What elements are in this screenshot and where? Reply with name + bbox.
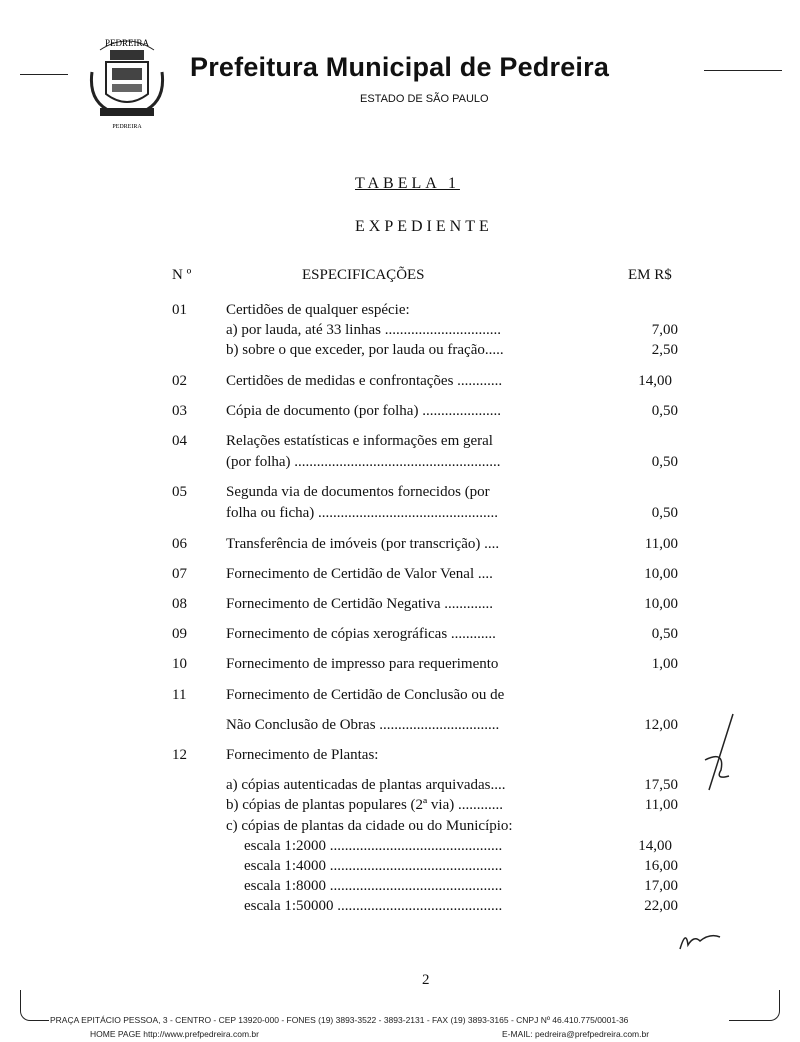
item-description: Fornecimento de Certidão de Conclusão ou de — [226, 687, 505, 703]
item-description: (por folha) ....................................................... — [226, 454, 501, 470]
item-number: 01 — [172, 302, 187, 318]
item-description: a) por lauda, até 33 linhas ............................... — [226, 322, 501, 338]
item-number: 11 — [172, 687, 187, 703]
item-description: Cópia de documento (por folha) ..................... — [226, 403, 501, 419]
item-value: 17,50 — [644, 777, 678, 793]
item-value: 0,50 — [651, 403, 678, 419]
item-value: 12,00 — [644, 717, 678, 733]
item-description: Transferência de imóveis (por transcrição) .... — [226, 536, 500, 552]
item-number: 10 — [172, 656, 187, 672]
item-value: 16,00 — [644, 858, 678, 874]
header-title: Prefeitura Municipal de Pedreira — [190, 52, 610, 82]
item-value: 11,00 — [644, 536, 678, 552]
footer-homepage[interactable]: HOME PAGE http://www.prefpedreira.com.br — [90, 1029, 259, 1039]
item-number: 12 — [172, 747, 187, 763]
column-header-spec: ESPECIFICAÇÕES — [302, 267, 425, 283]
item-description: escala 1:50000 ............................................ — [244, 898, 503, 914]
item-value: 2,50 — [651, 342, 678, 358]
item-number: 08 — [172, 596, 187, 612]
page-number: 2 — [422, 972, 430, 988]
column-header-number: N º — [172, 267, 192, 283]
item-value: 7,00 — [651, 322, 678, 338]
item-description: Fornecimento de Certidão de Valor Venal .... — [226, 566, 493, 582]
item-value: 0,50 — [651, 505, 678, 521]
svg-text:PEDREIRA: PEDREIRA — [112, 124, 142, 130]
item-description: Segunda via de documentos fornecidos (por — [226, 484, 490, 500]
signature-initials-bottom — [676, 925, 726, 955]
item-description: Não Conclusão de Obras ................................ — [226, 717, 500, 733]
item-value: 14,00 — [638, 373, 672, 389]
item-number: 03 — [172, 403, 187, 419]
item-number: 04 — [172, 433, 187, 449]
item-value: 17,00 — [644, 878, 678, 894]
item-value: 0,50 — [651, 454, 678, 470]
item-description: b) cópias de plantas populares (2ª via) ............ — [226, 797, 503, 813]
item-description: Certidões de medidas e confrontações ............ — [226, 373, 503, 389]
item-number: 06 — [172, 536, 187, 552]
item-description: Fornecimento de Certidão Negativa ............. — [226, 596, 494, 612]
item-description: Fornecimento de impresso para requerimento — [226, 656, 499, 672]
municipal-crest-logo — [82, 32, 172, 132]
item-description: c) cópias de plantas da cidade ou do Município: — [226, 818, 513, 834]
footer-address: PRAÇA EPITÁCIO PESSOA, 3 - CENTRO - CEP 13920-000 - FONES (19) 3893-3522 - 3893-2131 - FAX (19) 3893-3165 - CNPJ Nº 46.410.775/0001-36 — [50, 1015, 629, 1025]
item-description: escala 1:4000 .............................................. — [244, 858, 503, 874]
item-number: 05 — [172, 484, 187, 500]
table-title: TABELA 1 — [355, 175, 460, 192]
item-number: 02 — [172, 373, 187, 389]
section-title: EXPEDIENTE — [355, 218, 493, 235]
item-description: Fornecimento de Plantas: — [226, 747, 379, 763]
item-description: b) sobre o que exceder, por lauda ou fração..... — [226, 342, 504, 358]
item-value: 11,00 — [644, 797, 678, 813]
item-value: 22,00 — [644, 898, 678, 914]
item-description: a) cópias autenticadas de plantas arquivadas.... — [226, 777, 506, 793]
item-value: 10,00 — [644, 566, 678, 582]
svg-text:PEDREIRA: PEDREIRA — [104, 38, 150, 48]
item-description: escala 1:8000 .............................................. — [244, 878, 503, 894]
signature-initials — [695, 710, 745, 800]
item-number: 09 — [172, 626, 187, 642]
item-description: escala 1:2000 .............................................. — [244, 838, 503, 854]
footer-email[interactable]: E-MAIL: pedreira@prefpedreira.com.br — [502, 1029, 650, 1039]
item-value: 0,50 — [651, 626, 678, 642]
item-value: 14,00 — [638, 838, 672, 854]
item-description: Fornecimento de cópias xerográficas ............ — [226, 626, 496, 642]
column-header-value: EM R$ — [628, 267, 672, 283]
item-value: 10,00 — [644, 596, 678, 612]
item-description: folha ou ficha) ................................................ — [226, 505, 499, 521]
item-value: 1,00 — [651, 656, 678, 672]
header-state: ESTADO DE SÃO PAULO — [360, 93, 489, 105]
item-number: 07 — [172, 566, 187, 582]
item-description: Relações estatísticas e informações em geral — [226, 433, 493, 449]
item-description: Certidões de qualquer espécie: — [226, 302, 410, 318]
